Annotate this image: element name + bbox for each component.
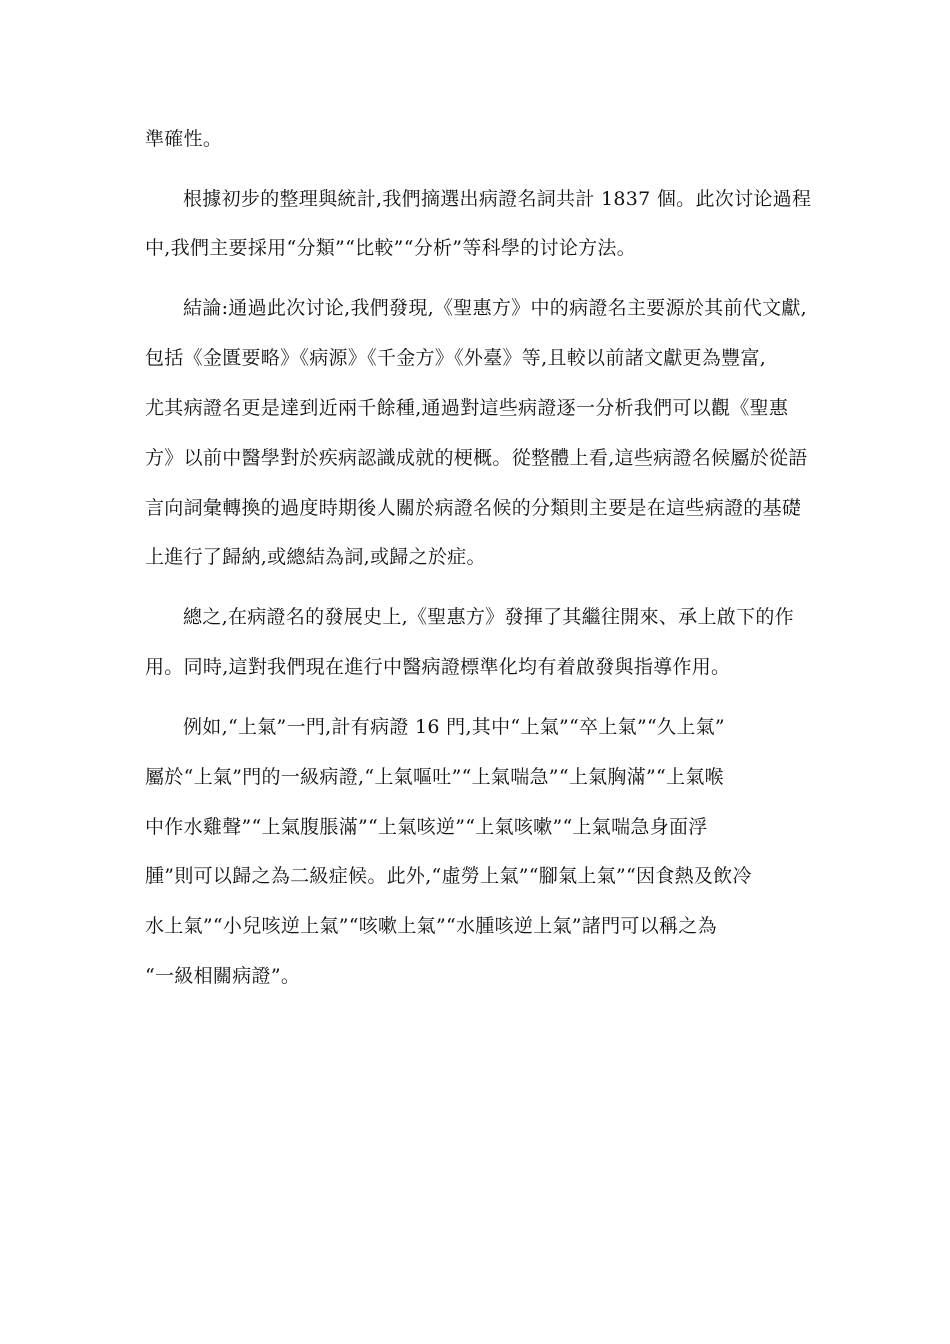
text-line: 腫”則可以歸之為二級症候。此外,“虛勞上氣”“腳氣上氣”“因食熱及飲冷: [145, 865, 752, 887]
text-line: 總之,在病證名的發展史上,《聖惠方》發揮了其繼往開來、承上啟下的作: [183, 606, 794, 628]
text-line: 上進行了歸納,或總結為詞,或歸之於症。: [145, 546, 486, 568]
text-line: 水上氣”“小兒咳逆上氣”“咳嗽上氣”“水腫咳逆上氣”諸門可以稱之為: [145, 915, 717, 937]
text-line: 屬於“上氣”門的一級病證,“上氣嘔吐”“上氣喘急”“上氣胸滿”“上氣喉: [145, 766, 724, 788]
text-line: 準確性。: [145, 128, 223, 150]
text-line: 包括《金匱要略》《病源》《千金方》《外臺》等,且較以前諸文獻更為豐富,: [145, 347, 767, 369]
text-line: 根據初步的整理與統計,我們摘選出病證名詞共計 1837 個。此次讨论過程: [183, 188, 812, 210]
text-line: “一級相關病證”。: [145, 965, 301, 987]
text-line: 方》以前中醫學對於疾病認識成就的梗概。從整體上看,這些病證名候屬於從語: [145, 447, 808, 469]
text-line: 言向詞彙轉換的過度時期後人關於病證名候的分類則主要是在這些病證的基礎: [145, 497, 802, 519]
text-line: 尤其病證名更是達到近兩千餘種,通過對這些病證逐一分析我們可以觀《聖惠: [145, 397, 789, 419]
text-line: 例如,“上氣”一門,計有病證 16 門,其中“上氣”“卒上氣”“久上氣”: [183, 716, 725, 738]
text-line: 中,我們主要採用“分類”“比較”“分析”等科學的讨论方法。: [145, 237, 637, 259]
text-line: 用。同時,這對我們現在進行中醫病證標準化均有着啟發與指導作用。: [145, 656, 731, 678]
text-line: 結論:通過此次讨论,我們發現,《聖惠方》中的病證名主要源於其前代文獻,: [183, 297, 808, 319]
text-line: 中作水雞聲”“上氣腹脹滿”“上氣咳逆”“上氣咳嗽”“上氣喘急身面浮: [145, 816, 708, 838]
